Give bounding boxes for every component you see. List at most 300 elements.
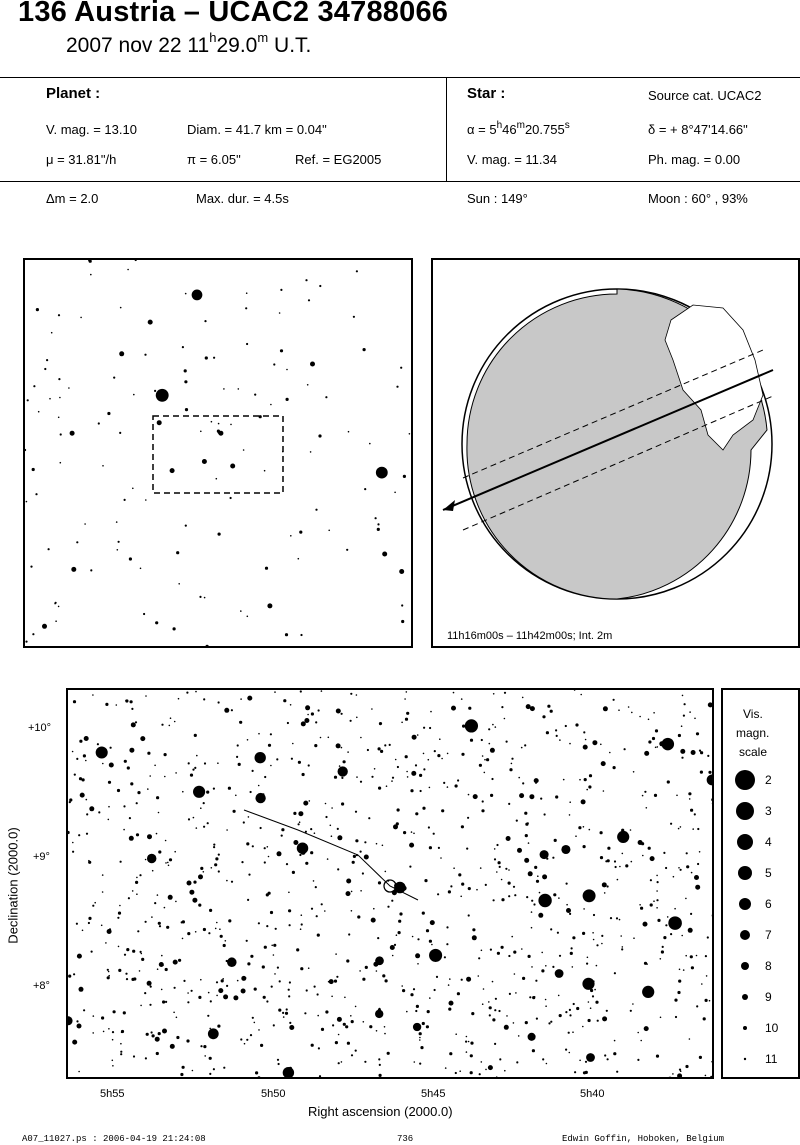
- star-dot: [691, 966, 694, 969]
- star-dot: [399, 912, 402, 915]
- star-dot: [377, 523, 379, 525]
- star-dot: [347, 1042, 350, 1045]
- star-dot: [183, 980, 185, 982]
- star-dot: [281, 828, 284, 831]
- star-dot: [290, 704, 292, 706]
- star-dot: [178, 959, 181, 962]
- star-dot: [593, 914, 595, 916]
- star-dot: [472, 928, 475, 931]
- star-dot: [613, 1052, 616, 1055]
- star-dot: [620, 935, 622, 937]
- star-dot: [441, 758, 443, 760]
- star-dot: [199, 596, 201, 598]
- star-dot: [188, 762, 190, 764]
- star-dot: [107, 412, 110, 415]
- star-dot: [275, 928, 277, 930]
- star-dot: [499, 1058, 501, 1060]
- star-dot: [619, 919, 621, 921]
- star-dot: [193, 817, 195, 819]
- star-dot: [617, 879, 619, 881]
- star-dot: [341, 713, 343, 715]
- star-dot: [405, 718, 408, 721]
- star-dot: [240, 610, 242, 612]
- star-dot: [665, 924, 667, 926]
- star-dot: [331, 835, 333, 837]
- star-dot: [208, 992, 210, 994]
- star-dot: [375, 956, 384, 965]
- star-dot: [466, 1051, 468, 1053]
- star-dot: [548, 1022, 550, 1024]
- star-dot: [675, 1016, 677, 1018]
- star-dot: [315, 721, 317, 723]
- star-dot: [267, 846, 269, 848]
- star-dot: [402, 989, 405, 992]
- star-dot: [90, 569, 92, 571]
- star-dot: [279, 980, 281, 982]
- star-dot: [587, 957, 589, 959]
- star-dot: [394, 944, 396, 946]
- star-dot: [265, 567, 268, 570]
- star-dot: [521, 747, 523, 749]
- star-dot: [410, 993, 413, 996]
- star-dot: [524, 744, 526, 746]
- star-dot: [415, 812, 418, 815]
- star-dot: [158, 1032, 161, 1035]
- star-dot: [338, 1062, 340, 1064]
- star-dot: [303, 801, 308, 806]
- star-dot: [336, 743, 341, 748]
- star-dot: [194, 767, 196, 769]
- star-dot: [556, 735, 558, 737]
- star-dot: [211, 867, 213, 869]
- star-dot: [699, 1056, 702, 1059]
- star-dot: [558, 897, 560, 899]
- star-dot: [217, 1025, 220, 1028]
- star-dot: [301, 923, 303, 925]
- star-dot: [343, 760, 346, 763]
- star-dot: [250, 955, 253, 958]
- star-dot: [385, 979, 388, 982]
- star-dot: [595, 1001, 598, 1004]
- star-dot: [545, 1005, 547, 1007]
- star-dot: [412, 936, 414, 938]
- star-dot: [102, 763, 104, 765]
- star-dot: [289, 924, 291, 926]
- star-dot: [97, 743, 99, 745]
- star-dot: [268, 856, 270, 858]
- star-dot: [656, 899, 658, 901]
- star-dot: [270, 404, 272, 406]
- info-divider: [446, 77, 447, 181]
- star-vmag: V. mag. = 11.34: [467, 152, 557, 167]
- star-dot: [711, 798, 714, 801]
- star-dot: [461, 825, 464, 828]
- star-dot: [346, 549, 348, 551]
- star-dot: [656, 1055, 659, 1058]
- star-dot: [277, 1059, 279, 1061]
- star-dot: [537, 875, 539, 877]
- star-dot: [316, 915, 318, 917]
- star-dot: [394, 492, 396, 494]
- star-dot: [415, 1010, 417, 1012]
- star-dot: [327, 858, 329, 860]
- star-dot: [348, 933, 350, 935]
- star-dot: [617, 831, 629, 843]
- star-dot: [506, 836, 511, 841]
- star-dot: [559, 1014, 562, 1017]
- star-dot: [423, 727, 425, 729]
- star-dot: [622, 946, 624, 948]
- star-dot: [187, 932, 190, 935]
- star-dot: [129, 557, 132, 560]
- star-dot: [471, 1012, 474, 1015]
- star-dot: [604, 1054, 606, 1056]
- star-dot: [162, 1000, 165, 1003]
- star-dot: [705, 955, 707, 957]
- star-dot: [107, 969, 109, 971]
- star-dot: [513, 886, 515, 888]
- star-dot: [118, 912, 121, 915]
- star-dot: [667, 780, 670, 783]
- star-dot: [270, 911, 273, 914]
- star-dot: [654, 794, 657, 797]
- star-dot: [350, 693, 352, 695]
- star-dot: [667, 916, 669, 918]
- star-dot: [72, 751, 74, 753]
- star-dot: [255, 1071, 258, 1074]
- star-dot: [274, 691, 276, 693]
- star-dot: [399, 569, 404, 574]
- star-dot: [513, 1022, 515, 1024]
- star-dot: [362, 872, 364, 874]
- star-dot: [602, 882, 607, 887]
- star-dot: [696, 732, 699, 735]
- star-dot: [449, 978, 451, 980]
- star-dot: [631, 861, 633, 863]
- x-tick-label: 5h45: [421, 1088, 446, 1100]
- star-dot: [301, 914, 303, 916]
- star-dot: [79, 987, 84, 992]
- star-dot: [250, 1034, 252, 1036]
- star-dot: [590, 1007, 592, 1009]
- star-dot: [535, 980, 537, 982]
- star-dot: [534, 778, 539, 783]
- star-dot: [575, 835, 577, 837]
- star-dot: [363, 1021, 365, 1023]
- star-dot: [429, 997, 431, 999]
- star-dot: [108, 781, 111, 784]
- star-dot: [206, 791, 209, 794]
- star-dot: [455, 1033, 457, 1035]
- star-dot: [165, 862, 167, 864]
- legend-magnitude-dot: [737, 834, 753, 850]
- star-dot: [713, 866, 714, 868]
- star-dot: [413, 833, 415, 835]
- star-dot: [528, 871, 533, 876]
- star-dot: [237, 980, 239, 982]
- star-dot: [439, 738, 441, 740]
- star-dot: [154, 390, 156, 392]
- star-dot: [565, 725, 567, 727]
- star-dot: [705, 999, 708, 1002]
- star-dot: [257, 1076, 260, 1079]
- star-dot: [369, 1025, 372, 1028]
- star-dot: [699, 851, 701, 853]
- star-dot: [344, 997, 346, 999]
- star-dot: [420, 1046, 423, 1049]
- star-dot: [681, 725, 683, 727]
- star-dot: [310, 451, 312, 453]
- star-dot: [409, 433, 411, 435]
- star-dot: [187, 881, 192, 886]
- star-dot: [174, 987, 176, 989]
- star-dot: [426, 929, 429, 932]
- star-dot: [371, 776, 373, 778]
- star-dot: [420, 790, 422, 792]
- star-dot: [596, 965, 598, 967]
- star-dot: [576, 1007, 579, 1010]
- star-dot: [448, 890, 451, 893]
- star-dot: [140, 951, 142, 953]
- star-dot: [655, 729, 658, 732]
- star-dot: [447, 753, 449, 755]
- star-dot: [417, 938, 419, 940]
- star-dot: [112, 1031, 114, 1033]
- star-dot: [569, 1009, 571, 1011]
- star-dot: [411, 831, 413, 833]
- star-dot: [286, 1008, 288, 1010]
- star-dot: [488, 728, 490, 730]
- star-dot: [73, 700, 76, 703]
- star-dot: [114, 1079, 117, 1080]
- star-dot: [147, 788, 149, 790]
- star-dot: [415, 953, 420, 958]
- star-dot: [230, 424, 232, 426]
- star-dot: [317, 993, 319, 995]
- star-dot: [569, 743, 571, 745]
- star-dot: [679, 969, 681, 971]
- star-dot: [335, 1041, 338, 1044]
- star-dot: [341, 1061, 343, 1063]
- star-dot: [148, 320, 153, 325]
- star-dot: [145, 499, 147, 501]
- star-dot: [187, 992, 189, 994]
- star-dot: [77, 1024, 82, 1029]
- star-dot: [209, 1028, 211, 1030]
- star-dot: [707, 936, 709, 938]
- star-dot: [58, 417, 60, 419]
- star-dot: [76, 923, 78, 925]
- star-dot: [532, 996, 535, 999]
- star-dot: [380, 750, 383, 753]
- star-dot: [622, 853, 624, 855]
- detail-field-box: [153, 416, 283, 493]
- star-dot: [105, 942, 107, 944]
- star-dot: [518, 777, 520, 779]
- star-dot: [690, 913, 692, 915]
- star-dot: [207, 1015, 209, 1017]
- star-dot: [550, 928, 552, 930]
- star-dot: [246, 292, 248, 294]
- legend-magnitude-label: 7: [765, 928, 772, 942]
- star-dot: [319, 1075, 321, 1077]
- star-dot: [227, 957, 237, 967]
- star-dot: [530, 706, 535, 711]
- star-dot: [586, 789, 588, 791]
- star-dot: [410, 789, 413, 792]
- star-dot: [545, 965, 547, 967]
- star-dot: [209, 1073, 211, 1075]
- star-dot: [280, 349, 283, 352]
- star-dot: [378, 1009, 381, 1012]
- star-dot: [186, 692, 188, 694]
- star-dot: [200, 431, 202, 433]
- star-dot: [696, 955, 698, 957]
- star-dot: [182, 920, 185, 923]
- star-dot: [400, 367, 402, 369]
- star-dot: [223, 1067, 225, 1069]
- star-dot: [697, 828, 699, 830]
- star-dot: [93, 1015, 95, 1017]
- star-dot: [136, 893, 138, 895]
- star-dot: [633, 771, 635, 773]
- star-dot: [278, 1009, 281, 1012]
- star-dot: [607, 1058, 609, 1060]
- star-dot: [131, 722, 136, 727]
- star-dot: [378, 747, 381, 750]
- star-dot: [112, 1065, 114, 1067]
- star-dot: [409, 866, 411, 868]
- star-dot: [139, 970, 141, 972]
- star-dot: [429, 846, 432, 849]
- star-dot: [559, 955, 561, 957]
- star-dot: [254, 394, 256, 396]
- star-dot: [268, 744, 271, 747]
- globe-time-caption: 11h16m00s – 11h42m00s; Int. 2m: [447, 630, 613, 642]
- legend-title-line: Vis.: [743, 707, 763, 721]
- star-dot: [615, 866, 617, 868]
- star-dot: [118, 541, 120, 543]
- star-dot: [135, 721, 137, 723]
- star-dot: [292, 743, 294, 745]
- star-dot: [124, 954, 126, 956]
- star-dot: [422, 912, 425, 915]
- y-tick-label: +8°: [33, 980, 50, 992]
- star-dot: [337, 835, 342, 840]
- star-dot: [637, 1059, 639, 1061]
- star-dot: [88, 917, 91, 920]
- star-dot: [554, 839, 557, 842]
- star-dot: [330, 825, 332, 827]
- star-dot: [694, 813, 696, 815]
- star-dot: [522, 977, 525, 980]
- star-dot: [552, 857, 554, 859]
- star-dot: [299, 821, 301, 823]
- star-dot: [203, 928, 206, 931]
- star-dot: [286, 863, 288, 865]
- star-dot: [398, 931, 401, 934]
- star-dot: [108, 971, 110, 973]
- star-dot: [515, 992, 517, 994]
- star-dot: [488, 1065, 493, 1070]
- star-dot: [129, 748, 134, 753]
- legend-magnitude-label: 8: [765, 959, 772, 973]
- star-dot: [712, 914, 714, 917]
- star-dot: [246, 343, 248, 345]
- star-dot: [166, 926, 169, 929]
- star-dot: [489, 1006, 492, 1009]
- star-dot: [176, 551, 179, 554]
- star-dot: [368, 817, 370, 819]
- star-dot: [583, 1071, 586, 1074]
- star-dot: [215, 928, 217, 930]
- star-dot: [161, 989, 163, 991]
- star-dot: [546, 731, 549, 734]
- star-dot: [291, 758, 293, 760]
- star-dot: [377, 937, 379, 939]
- star-dot: [575, 723, 578, 726]
- star-dot: [458, 873, 461, 876]
- star-dot: [154, 902, 156, 904]
- star-dot: [290, 535, 292, 537]
- planet-diameter: Diam. = 41.7 km = 0.04": [187, 122, 327, 137]
- star-dot: [310, 828, 312, 830]
- star-dot: [707, 774, 714, 785]
- star-dot: [147, 981, 152, 986]
- star-dot: [245, 307, 247, 309]
- star-dot: [663, 852, 665, 854]
- star-dot: [189, 890, 194, 895]
- star-dot: [607, 885, 609, 887]
- star-dot: [213, 357, 215, 359]
- star-dot: [574, 690, 576, 691]
- star-dot: [378, 787, 381, 790]
- star-dot: [200, 867, 203, 870]
- star-dot: [132, 890, 134, 892]
- star-dot: [683, 969, 685, 971]
- star-dot: [374, 768, 376, 770]
- star-dot: [102, 874, 104, 876]
- star-dot: [84, 523, 86, 525]
- star-dot: [694, 718, 696, 720]
- star-dot: [273, 1024, 275, 1026]
- star-dot: [147, 834, 152, 839]
- star-dot: [614, 972, 616, 974]
- star-dot: [692, 828, 694, 830]
- star-dot: [175, 901, 177, 903]
- legend-magnitude-dot: [740, 930, 750, 940]
- star-dot: [650, 856, 655, 861]
- star-dot: [476, 889, 478, 891]
- star-dot: [387, 1052, 390, 1055]
- star-dot: [459, 1070, 461, 1072]
- planet-heading: Planet :: [46, 85, 101, 102]
- star-dot: [585, 1061, 587, 1063]
- star-dot: [356, 776, 358, 778]
- star-dot: [355, 839, 358, 842]
- star-dot: [230, 464, 235, 469]
- star-dot: [453, 692, 455, 694]
- star-dot: [685, 898, 687, 900]
- star-dot: [369, 443, 371, 445]
- star-dot: [89, 806, 94, 811]
- star-dot: [152, 870, 154, 872]
- legend-title-line: magn.: [736, 726, 770, 740]
- star-dot: [334, 776, 337, 779]
- x-axis-label: Right ascension (2000.0): [308, 1104, 453, 1119]
- star-dot: [325, 396, 327, 398]
- star-dot: [433, 833, 435, 835]
